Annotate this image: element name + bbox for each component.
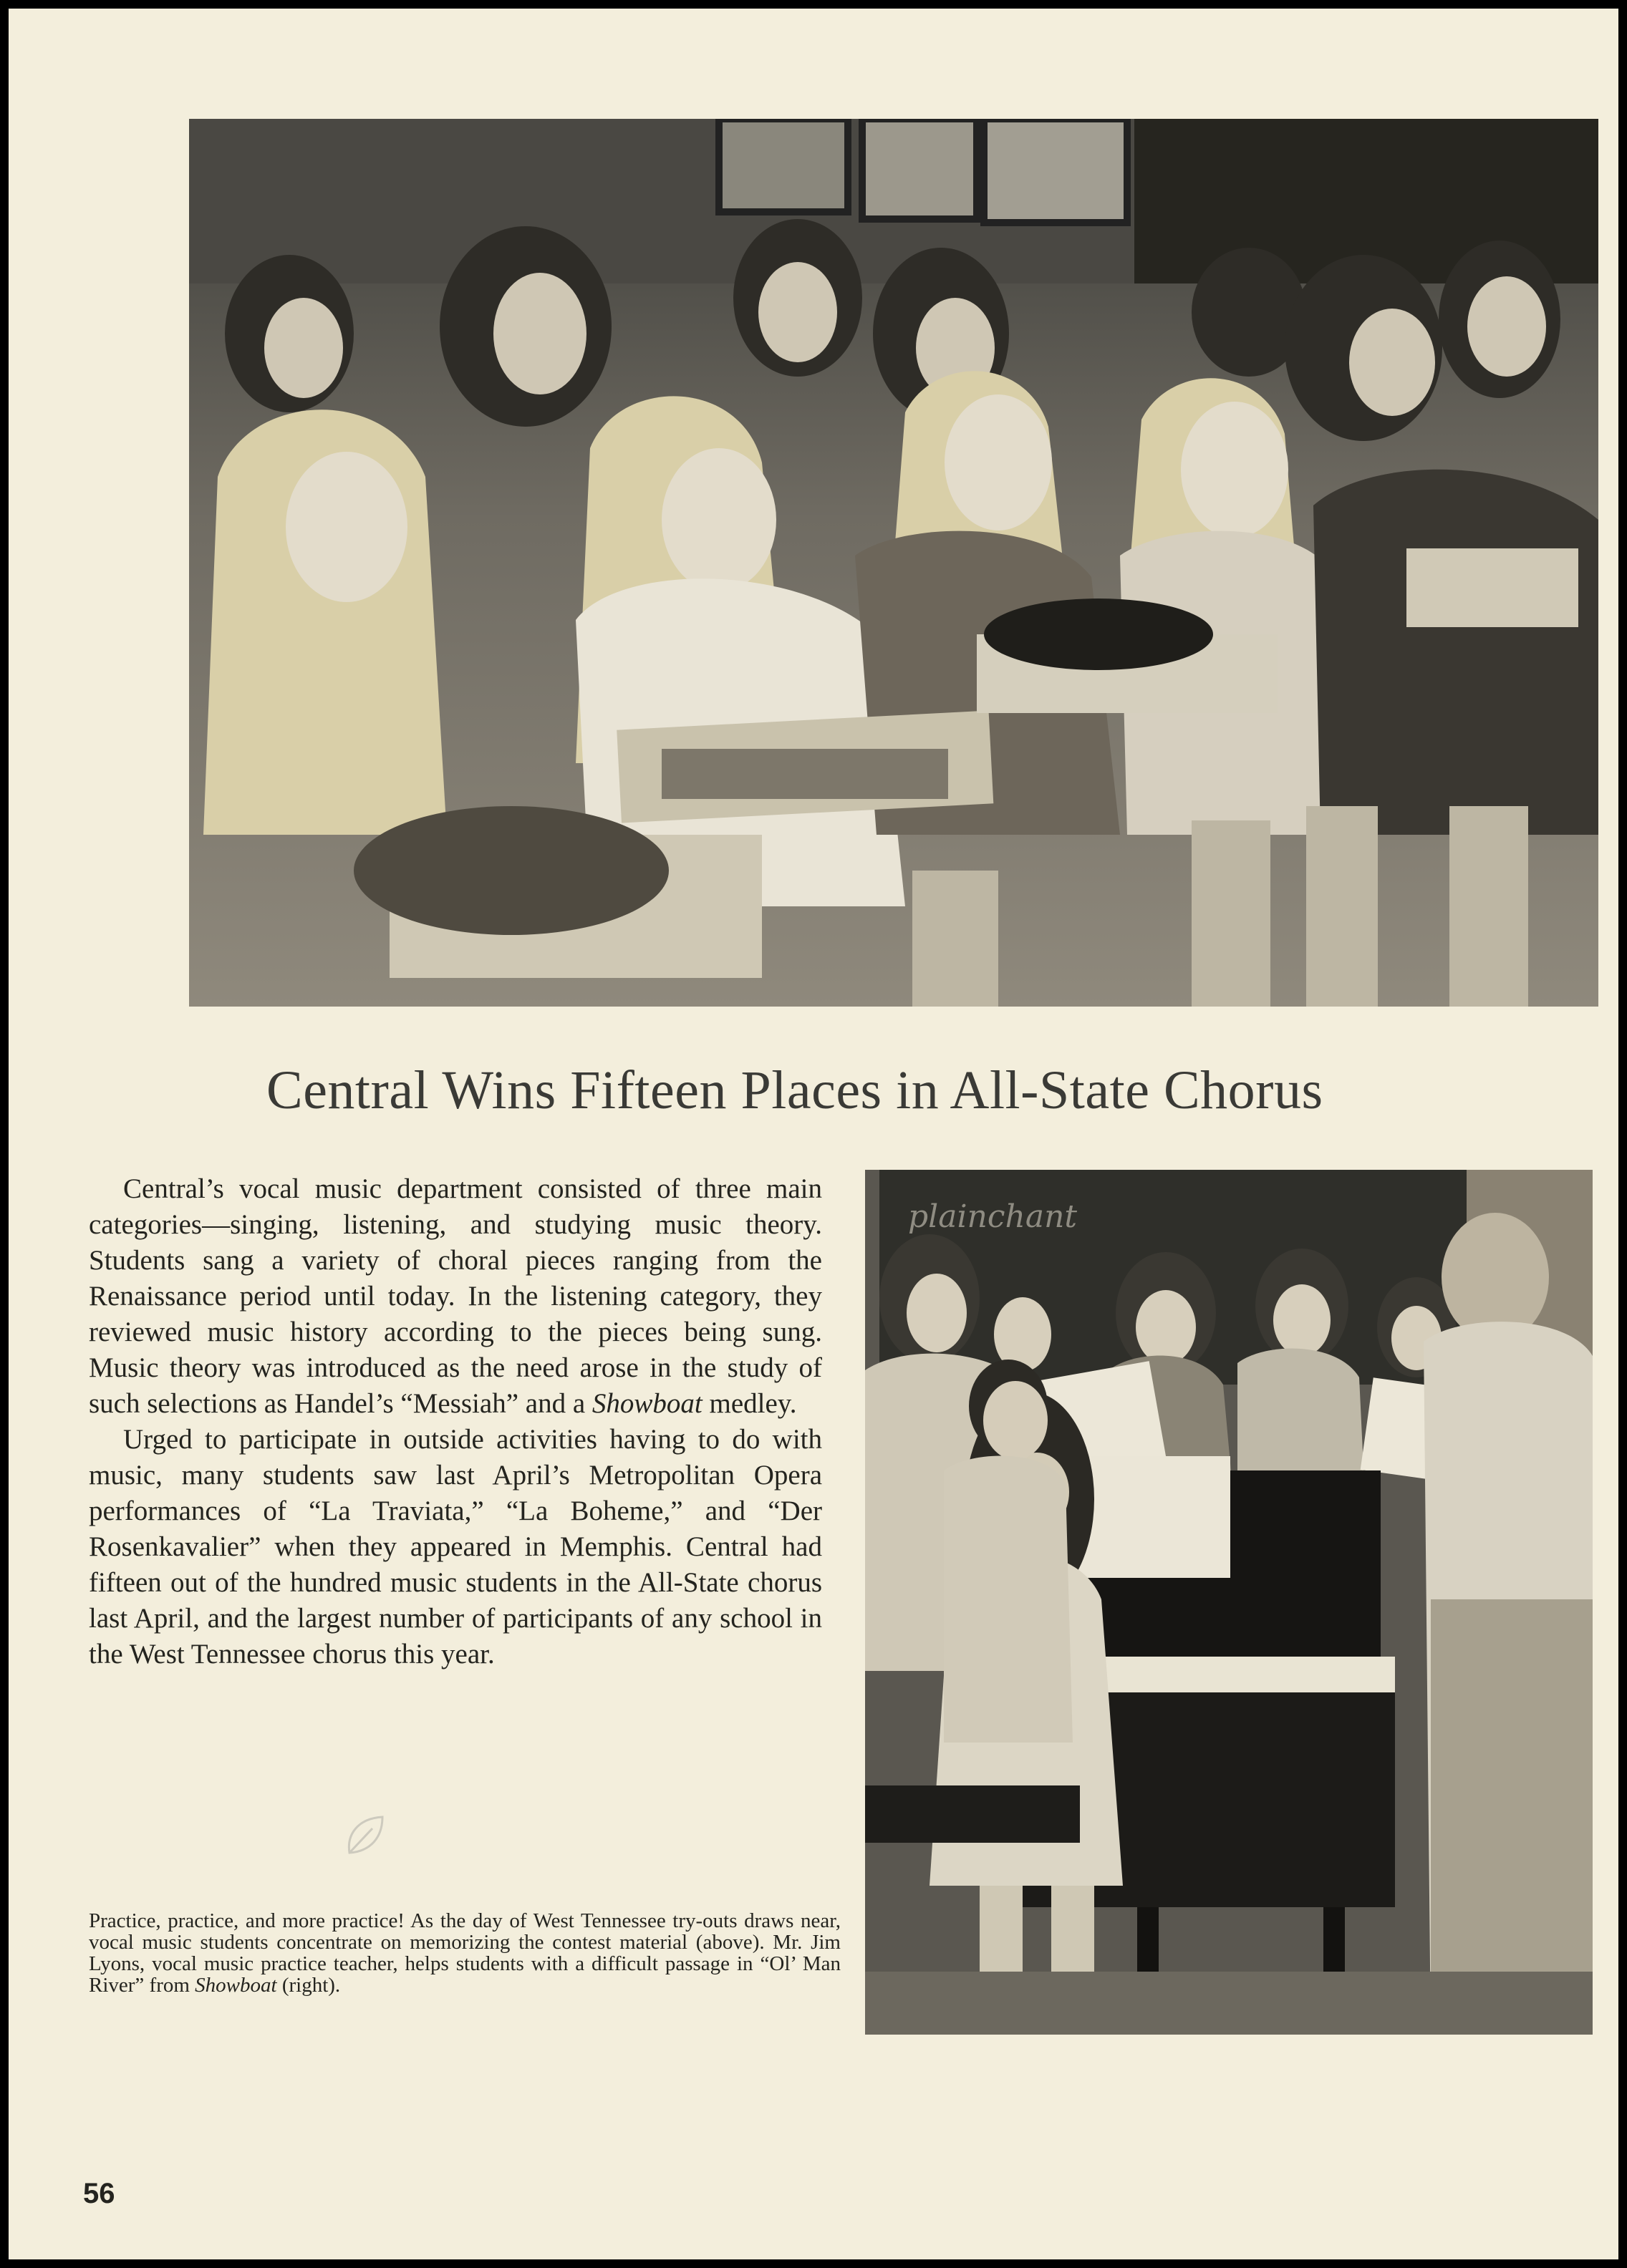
paragraph-1-italic: Showboat (592, 1388, 703, 1419)
photo-students-at-piano-image (865, 1170, 1593, 2035)
leaf-icon (344, 1813, 387, 1858)
article-body (89, 1171, 822, 1672)
article-paragraph-2: Urged to participate in outside activities having to do with music, many students saw last April’s Metropolitan Opera performances of “La Traviata,” “La Boheme,” and “Der Rosenkavalier” when they appeared in Memphis. Central had fifteen out of the hundred music students in the All-State chorus last April, and the largest number of participants of any school in the West Tennessee chorus this year. (89, 1424, 822, 1670)
headline: Central Wins Fifteen Places in All-State Chorus (266, 1060, 1323, 1120)
photo-students-singing-image (189, 119, 1598, 1007)
caption-italic: Showboat (195, 1974, 277, 1997)
caption-text: Practice, practice, and more practice! As the day of West Tennessee try-outs draws near, vocal music students concentrate on memorizing the contest material (above). Mr. Jim Lyons, vocal music practice teacher, helps students with a difficult passage in “Ol’ Man River” from (89, 1909, 841, 1997)
page-number: 56 (83, 2178, 115, 2209)
photo-students-singing (189, 119, 1598, 1007)
chalkboard-text: plainchant (908, 1198, 1078, 1235)
photo-students-at-piano (865, 1170, 1593, 2035)
caption-end: (right). (276, 1974, 341, 1997)
paragraph-1-text: Central’s vocal music department consisted of three main categories—singing, listening, and studying music theory. Students sang a variety of choral pieces ranging from the Renaissance period until today. In the listening category, they reviewed music history according to the pieces being sung. Music theory was introduced as the need arose in the study of such selections as Handel’s “Messiah” and a (89, 1173, 822, 1419)
article-paragraph-1 (89, 1171, 822, 1422)
photo-caption (89, 1910, 841, 1996)
yearbook-page (9, 9, 1618, 2259)
paragraph-1-end: medley. (702, 1388, 797, 1419)
